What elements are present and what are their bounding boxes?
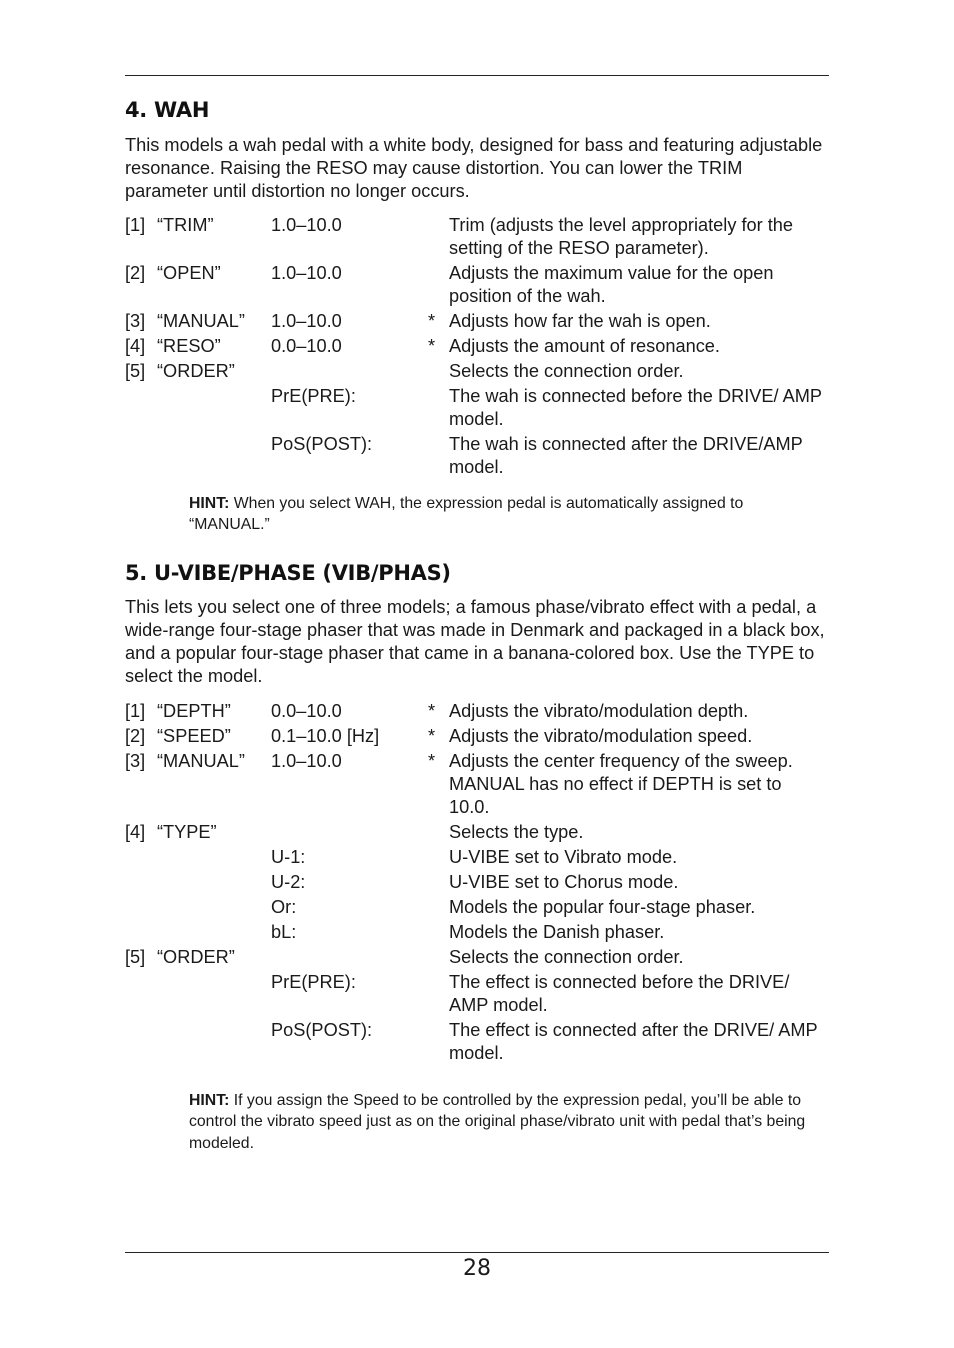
param-number: [2] [125, 726, 146, 746]
param-name: “TRIM” [157, 215, 214, 235]
param-assignable-mark: * [428, 726, 436, 746]
param-number: [4] [125, 822, 146, 842]
param-assignable-mark: * [428, 701, 436, 721]
param-description: Selects the connection order. [449, 361, 684, 381]
hint-label: HINT: [189, 495, 230, 512]
param-option-value: bL: [271, 922, 297, 942]
hint-note-wah [189, 493, 819, 536]
param-description: The wah is connected before the DRIVE/ AMP model. [449, 386, 822, 429]
param-assignable-mark: * [428, 751, 436, 771]
param-option-row [125, 385, 829, 429]
param-row [125, 821, 829, 846]
param-option-row [125, 846, 829, 871]
param-name: “ORDER” [157, 361, 235, 381]
hint-text: When you select WAH, the expression pedal is automatically assigned to “MANUAL.” [189, 495, 744, 534]
param-name: “MANUAL” [157, 311, 245, 331]
param-option-value: PrE(PRE): [271, 386, 356, 406]
param-number: [5] [125, 361, 146, 381]
param-description: Adjusts the vibrato/modulation speed. [449, 726, 753, 746]
param-option-value: PrE(PRE): [271, 972, 356, 992]
param-row [125, 360, 829, 385]
param-range: 0.1–10.0 [Hz] [271, 726, 380, 746]
param-option-value: U-1: [271, 847, 306, 867]
param-description: Adjusts how far the wah is open. [449, 311, 711, 331]
hint-label: HINT: [189, 1092, 230, 1109]
param-name: “TYPE” [157, 822, 217, 842]
section-intro-wah: This models a wah pedal with a white body, designed for bass and featuring adjustable resonance. Raising the RESO may cause distortion. You can lower the TRIM parameter until distortion no longer occurs. [125, 135, 823, 201]
param-number: [4] [125, 336, 146, 356]
param-name: “RESO” [157, 336, 221, 356]
param-row [125, 335, 829, 360]
param-row [125, 262, 829, 306]
param-row [125, 946, 829, 971]
param-name: “DEPTH” [157, 701, 231, 721]
param-option-row [125, 971, 829, 1015]
param-description: Adjusts the maximum value for the open position of the wah. [449, 263, 774, 306]
param-row [125, 725, 829, 750]
param-number: [5] [125, 947, 146, 967]
param-option-value: Or: [271, 897, 297, 917]
param-range: 1.0–10.0 [271, 215, 342, 235]
param-option-row [125, 433, 829, 477]
param-assignable-mark: * [428, 311, 436, 331]
section-title-uvibe: 5. U-VIBE/PHASE (VIB/PHAS) [125, 561, 451, 585]
param-number: [1] [125, 701, 146, 721]
param-assignable-mark: * [428, 336, 436, 356]
param-name: “SPEED” [157, 726, 231, 746]
param-description: Adjusts the center frequency of the sweep. MANUAL has no effect if DEPTH is set to 10.0. [449, 751, 793, 817]
param-description: Models the Danish phaser. [449, 922, 665, 942]
param-option-value: PoS(POST): [271, 434, 373, 454]
param-option-row [125, 871, 829, 896]
param-row [125, 214, 829, 258]
param-option-value: PoS(POST): [271, 1020, 373, 1040]
param-row [125, 700, 829, 725]
param-row [125, 310, 829, 335]
param-name: “OPEN” [157, 263, 221, 283]
param-description: The effect is connected before the DRIVE/ AMP model. [449, 972, 790, 1015]
param-range: 1.0–10.0 [271, 311, 342, 331]
hint-note-uvibe [189, 1090, 819, 1154]
param-description: Adjusts the amount of resonance. [449, 336, 720, 356]
section-intro-uvibe: This lets you select one of three models; a famous phase/vibrato effect with a pedal, a wide-range four-stage phaser that was made in Denmark and packaged in a black box, and a popular four-stage phaser that came in a banana-colored box. Use the TYPE to select the model. [125, 597, 825, 686]
param-option-value: U-2: [271, 872, 306, 892]
param-range: 0.0–10.0 [271, 336, 342, 356]
param-number: [2] [125, 263, 146, 283]
section-title-wah: 4. WAH [125, 98, 210, 122]
param-description: U-VIBE set to Chorus mode. [449, 872, 679, 892]
param-row [125, 750, 829, 817]
param-description: Models the popular four-stage phaser. [449, 897, 756, 917]
param-number: [1] [125, 215, 146, 235]
param-name: “MANUAL” [157, 751, 245, 771]
param-description: The wah is connected after the DRIVE/AMP model. [449, 434, 803, 477]
param-range: 1.0–10.0 [271, 263, 342, 283]
page-number: 28 [463, 1256, 491, 1281]
param-option-row [125, 1019, 829, 1063]
param-description: Selects the type. [449, 822, 584, 842]
param-range: 1.0–10.0 [271, 751, 342, 771]
param-option-row [125, 921, 829, 946]
param-description: Selects the connection order. [449, 947, 684, 967]
param-option-row [125, 896, 829, 921]
param-description: U-VIBE set to Vibrato mode. [449, 847, 678, 867]
param-number: [3] [125, 751, 146, 771]
param-description: Adjusts the vibrato/modulation depth. [449, 701, 749, 721]
param-description: The effect is connected after the DRIVE/ AMP model. [449, 1020, 818, 1063]
param-description: Trim (adjusts the level appropriately for the setting of the RESO parameter). [449, 215, 794, 258]
hint-text: If you assign the Speed to be controlled by the expression pedal, you’ll be able to control the vibrato speed just as on the original phase/vibrato unit with pedal that’s being modeled. [189, 1092, 806, 1152]
top-rule [125, 75, 829, 76]
param-range: 0.0–10.0 [271, 701, 342, 721]
param-number: [3] [125, 311, 146, 331]
param-name: “ORDER” [157, 947, 235, 967]
bottom-rule [125, 1252, 829, 1253]
